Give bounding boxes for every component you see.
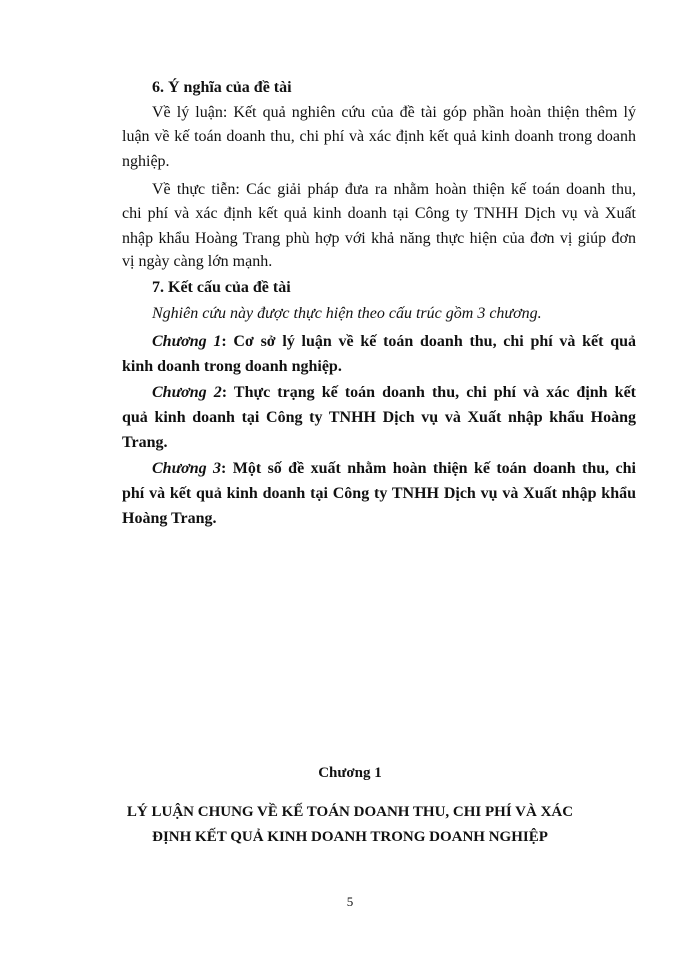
chapter-1-label: Chương 1 bbox=[152, 333, 222, 350]
chapter-3-summary-text: : Một số đề xuất nhằm hoàn thiện kế toán doanh thu, chi bbox=[221, 460, 637, 477]
theory-paragraph-line: Về lý luận: Kết quả nghiên cứu của đề tài góp phần hoàn thiện thêm lý bbox=[152, 104, 636, 121]
chapter-3-label: Chương 3 bbox=[152, 460, 222, 477]
chapter-2-summary-line: quả kinh doanh tại Công ty TNHH Dịch vụ và Xuất nhập khẩu Hoàng bbox=[122, 409, 636, 426]
chapter-2-label: Chương 2 bbox=[152, 384, 222, 401]
section-6-heading: 6. Ý nghĩa của đề tài bbox=[152, 79, 292, 96]
practice-paragraph-line: chi phí và xác định kết quả kinh doanh tại Công ty TNHH Dịch vụ và Xuất bbox=[122, 205, 636, 222]
chapter-3-summary-line: Hoàng Trang. bbox=[122, 510, 217, 527]
chapter-3-summary-line: phí và kết quả kinh doanh tại Công ty TNHH Dịch vụ và Xuất nhập khẩu bbox=[122, 485, 636, 502]
chapter-1-summary-line: kinh doanh trong doanh nghiệp. bbox=[122, 358, 342, 375]
chapter-1-summary-text: : Cơ sở lý luận về kế toán doanh thu, chi phí và kết quả bbox=[221, 333, 637, 350]
chapter-2-summary-line bbox=[152, 381, 636, 404]
practice-paragraph-line: vị ngày càng lớn mạnh. bbox=[122, 253, 273, 270]
theory-paragraph-line: nghiệp. bbox=[122, 153, 170, 170]
chapter-title-line: LÝ LUẬN CHUNG VỀ KẾ TOÁN DOANH THU, CHI PHÍ VÀ XÁC bbox=[126, 804, 574, 820]
chapter-3-summary-line bbox=[152, 457, 636, 480]
section-7-heading: 7. Kết cấu của đề tài bbox=[152, 279, 291, 296]
practice-paragraph-line: Về thực tiễn: Các giải pháp đưa ra nhằm hoàn thiện kế toán doanh thu, bbox=[152, 181, 636, 198]
chapter-title-line: ĐỊNH KẾT QUẢ KINH DOANH TRONG DOANH NGHIỆP bbox=[152, 829, 548, 845]
theory-paragraph-line: luận về kế toán doanh thu, chi phí và xác định kết quả kinh doanh trong doanh bbox=[122, 128, 636, 145]
chapter-1-summary-line bbox=[152, 330, 636, 353]
practice-paragraph-line: nhập khẩu Hoàng Trang phù hợp với khả năng thực hiện của đơn vị giúp đơn bbox=[122, 230, 636, 247]
page-number: 5 bbox=[346, 894, 354, 909]
chapter-label: Chương 1 bbox=[318, 765, 382, 781]
chapter-2-summary-line: Trang. bbox=[122, 434, 168, 451]
structure-intro: Nghiên cứu này được thực hiện theo cấu trúc gồm 3 chương. bbox=[152, 305, 542, 322]
chapter-2-summary-text: : Thực trạng kế toán doanh thu, chi phí và xác định kết bbox=[221, 384, 636, 401]
